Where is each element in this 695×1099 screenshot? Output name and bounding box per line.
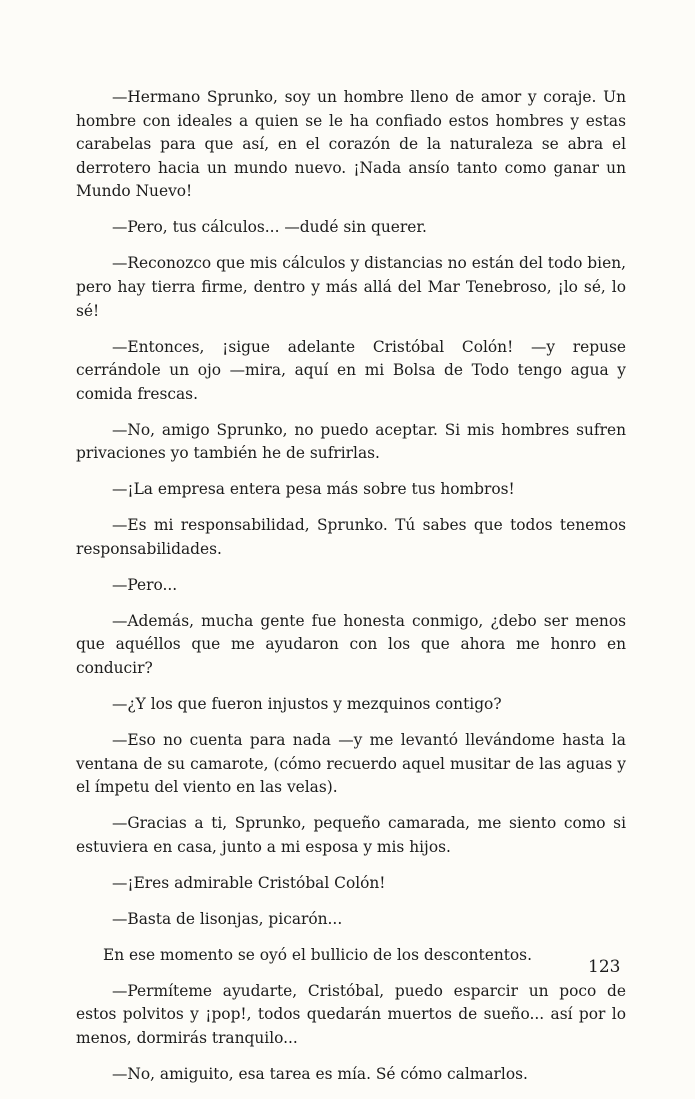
paragraph-13: —¡Eres admirable Cristóbal Colón! bbox=[112, 873, 386, 892]
paragraph-2: —Pero, tus cálculos... —dudé sin querer. bbox=[112, 218, 427, 237]
paragraph-3: —Reconozco que mis cálculos y distancias no están del todo bien, pero hay tierra firme, dentro y más allá del Mar Tenebroso, ¡lo sé, lo sé! bbox=[76, 254, 626, 320]
paragraph-17: —No, amiguito, esa tarea es mía. Sé cómo calmarlos. bbox=[112, 1064, 528, 1083]
paragraph-8: —Pero... bbox=[112, 575, 178, 594]
paragraph-4: —Entonces, ¡sigue adelante Cristóbal Colón! —y repuse cerrándole un ojo —mira, aquí en mi Bolsa de Todo tengo agua y comida frescas. bbox=[76, 337, 626, 403]
paragraph-6: —¡La empresa entera pesa más sobre tus hombros! bbox=[112, 480, 515, 499]
paragraph-16: —Permíteme ayudarte, Cristóbal, puedo esparcir un poco de estos polvitos y ¡pop!, todos quedarán muertos de sueño... así por lo menos, dormirás tranquilo... bbox=[76, 981, 626, 1047]
book-page-text bbox=[76, 86, 626, 1099]
paragraph-14: —Basta de lisonjas, picarón... bbox=[112, 909, 343, 928]
paragraph-15: En ese momento se oyó el bullicio de los descontentos. bbox=[103, 945, 532, 964]
paragraph-9: —Además, mucha gente fue honesta conmigo, ¿debo ser menos que aquéllos que me ayudaron con los que ahora me honro en conducir? bbox=[76, 611, 626, 677]
paragraph-7: —Es mi responsabilidad, Sprunko. Tú sabes que todos tenemos responsabilidades. bbox=[76, 516, 626, 558]
paragraph-11: —Eso no cuenta para nada —y me levantó llevándome hasta la ventana de su camarote, (cómo recuerdo aquel musitar de las aguas y el ímpetu del viento en las velas). bbox=[76, 730, 626, 797]
paragraph-5: —No, amigo Sprunko, no puedo aceptar. Si mis hombres sufren privaciones yo también he de sufrirlas. bbox=[76, 420, 626, 463]
paragraph-12: —Gracias a ti, Sprunko, pequeño camarada, me siento como si estuviera en casa, junto a mi esposa y mis hijos. bbox=[76, 814, 626, 856]
paragraph-10: —¿Y los que fueron injustos y mezquinos contigo? bbox=[112, 694, 502, 713]
paragraph-1: —Hermano Sprunko, soy un hombre lleno de amor y coraje. Un hombre con ideales a quien se le ha confiado estos hombres y estas carabelas para que así, en el corazón de la naturaleza se abra el derrotero hacia un mundo nuevo. ¡Nada ansío tanto como ganar un Mundo Nuevo! bbox=[76, 88, 626, 201]
page-number: 123 bbox=[588, 957, 621, 977]
